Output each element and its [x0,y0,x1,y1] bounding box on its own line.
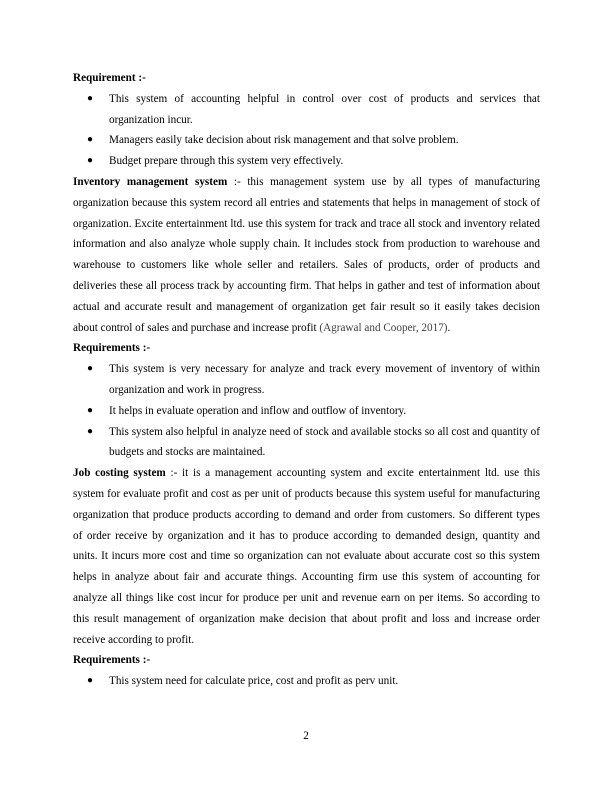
bullet-icon: ● [87,404,94,416]
inventory-requirements-heading: Requirements :- [73,342,151,355]
list-item-text: This system is very necessary for analyze and track every movement of inventory of within organization and work in progress. [109,363,540,396]
bullet-icon: ● [87,155,94,167]
inventory-management-text: :- this management system use by all types of manufacturing organization because this system record all entries and statements that helps in management of stock of organization. Excite entertainment ltd. use this system for track and trace all stock and inventory related information and also analyze whole supply chain. It includes stock from production to warehouse and warehouse to customers like whole seller and retailers. Sales of products, order of products and deliveries these all process track by accounting firm. That helps in gather and test of information about actual and accurate result and management of organization get fair result so it easily takes decision about control of sales and purchase and increase profit [73,175,540,334]
bullet-icon: ● [87,92,94,104]
list-item [73,151,540,172]
sentence-end: . [447,321,451,334]
list-item-text: This system of accounting helpful in control over cost of products and services that organization incur. [109,92,540,126]
list-item-text: Budget prepare through this system very effectively. [109,155,344,168]
requirement-heading: Requirement :- [73,72,146,84]
list-item [73,89,540,131]
job-costing-title: Job costing system [73,467,166,480]
bullet-icon: ● [87,134,94,146]
citation: (Agrawal and Cooper, 2017) [319,321,448,334]
list-item-text: Managers easily take decision about risk management and that solve problem. [109,134,459,147]
list-item-text: This system need for calculate price, cost and profit as perv unit. [109,675,399,688]
list-item-text: It helps in evaluate operation and inflow and outflow of inventory. [109,404,407,417]
list-item [73,359,540,401]
bullet-icon: ● [87,675,94,687]
requirement-list [73,89,540,172]
list-item-text: This system also helpful in analyze need of stock and available stocks so all cost and quantity of budgets and stocks are maintained. [109,425,540,459]
page-number: 2 [303,730,309,742]
job-costing-requirements-heading: Requirements :- [73,654,151,667]
bullet-icon: ● [87,425,94,437]
bullet-icon: ● [87,363,94,375]
job-costing-requirements-list [73,671,540,692]
inventory-management-title: Inventory management system [73,175,228,188]
job-costing-text: :- it is a management accounting system and excite entertainment ltd. use this system for evaluate profit and cost as per unit of products because this system useful for manufacturing organization that produce products according to demand and order from customers. So different types of order receive by organization and it has to produce according to demanded design, quantity and units. It incurs more cost and time so organization can not evaluate about accurate cost so this system helps in analyze about fair and accurate things. Accounting firm use this system of accounting for analyze all things like cost incur for produce per unit and revenue earn on per items. So according to this result management of organization make decision that about profit and loss and increase order receive according to profit. [73,467,540,646]
list-item [73,401,540,422]
list-item [73,671,540,692]
job-costing-paragraph [73,463,540,650]
document-body [73,68,540,692]
list-item [73,422,540,464]
inventory-management-paragraph [73,172,540,338]
list-item [73,130,540,151]
inventory-requirements-list [73,359,540,463]
